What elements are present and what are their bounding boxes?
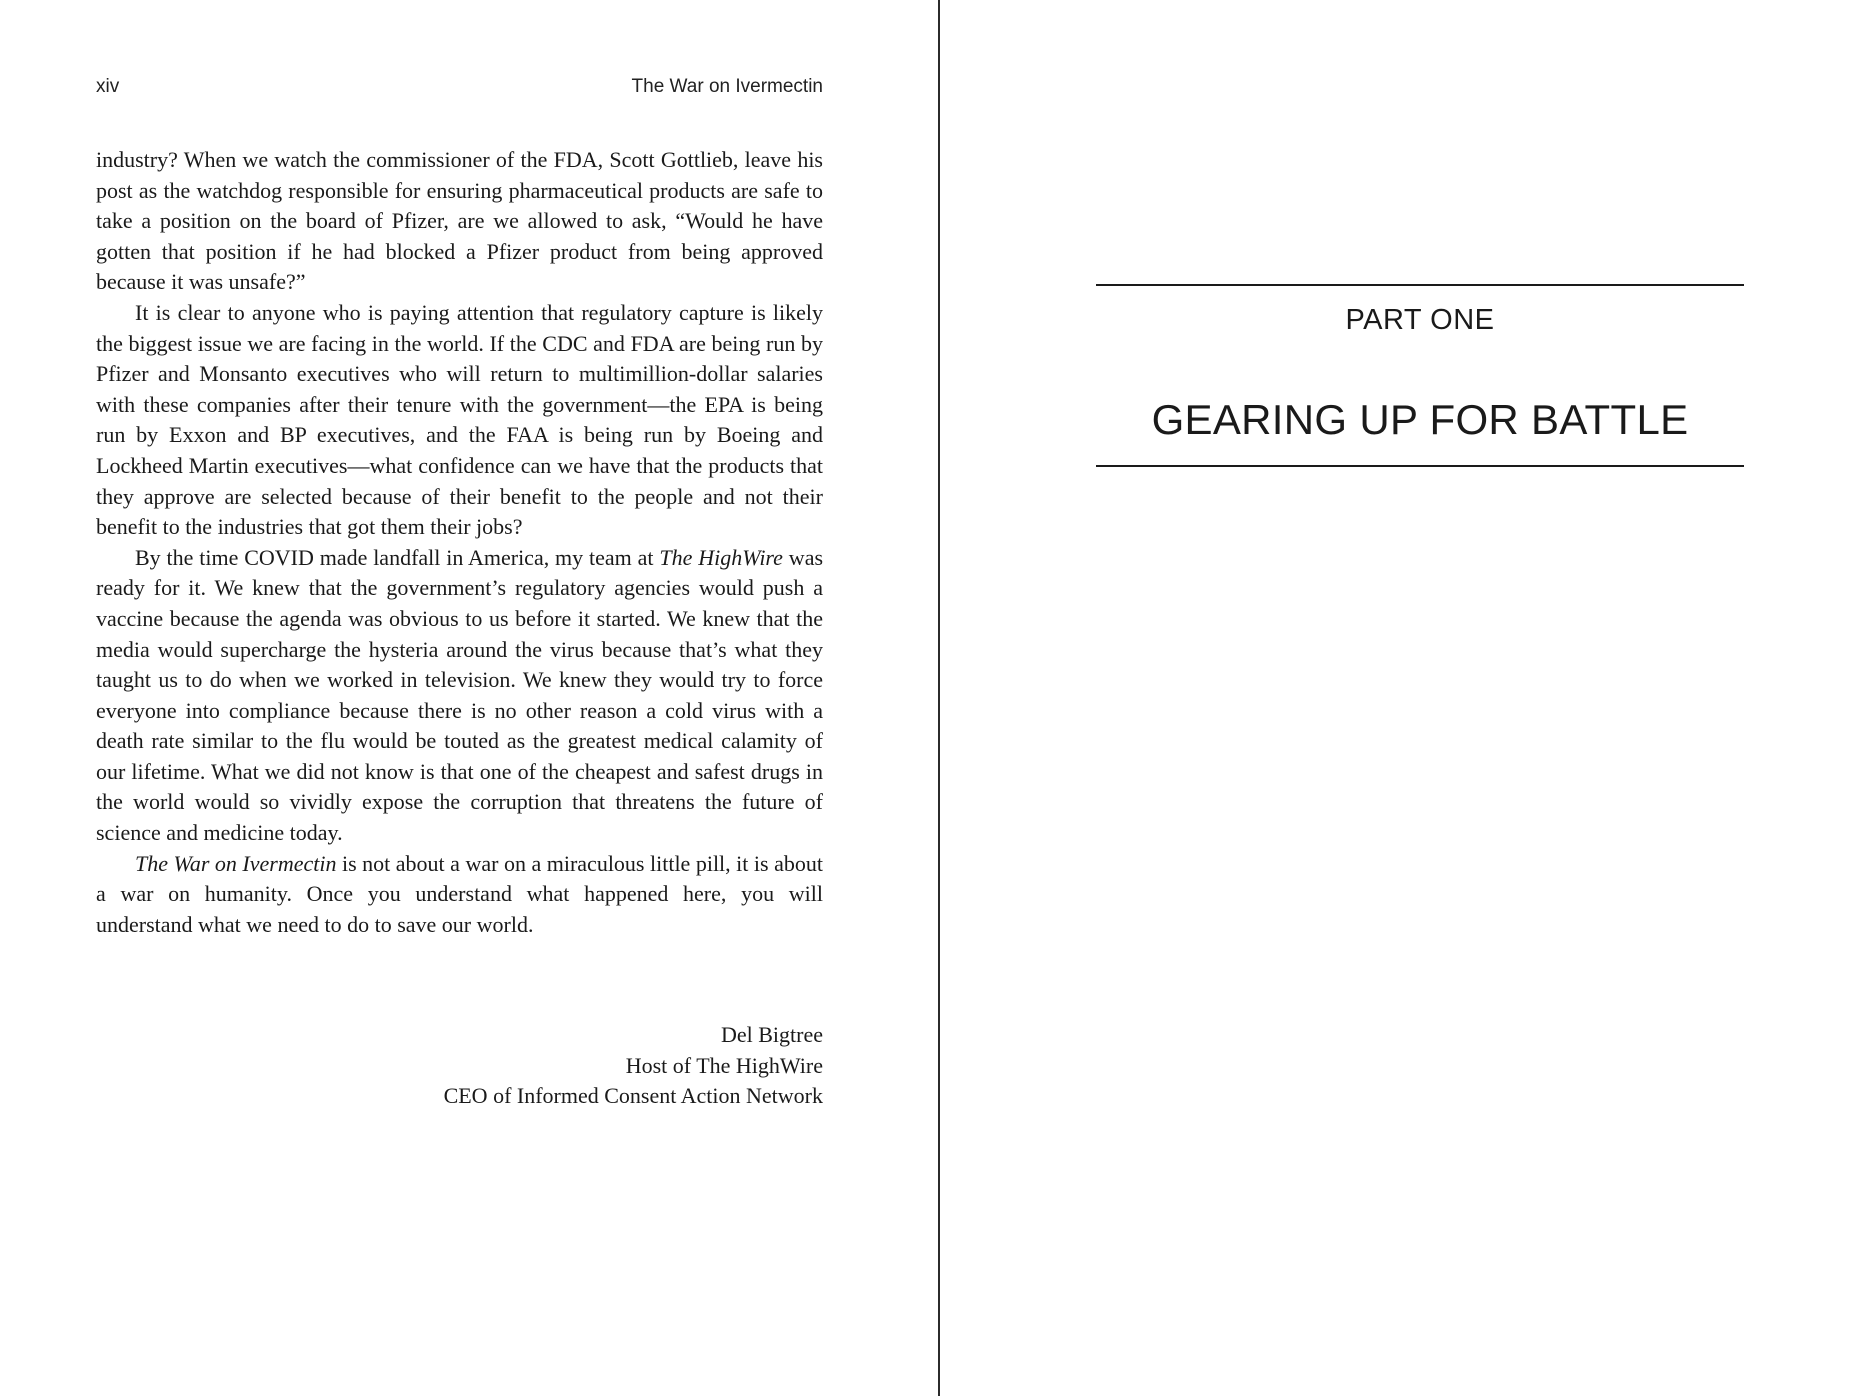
part-title: GEARING UP FOR BATTLE (1151, 396, 1689, 443)
paragraph-text: It is clear to anyone who is paying attention that regulatory capture is likely the biggest issue we are facing in the world. If the CDC and FDA are being run by Pfizer and Monsanto executives who will return to multimillion-dollar salaries with these companies after their tenure with the government—the EPA is being run by Exxon and BP executives, and the FAA is being run by Boeing and Lockheed Martin executives—what confidence can we have that the products that they approve are selected because of their benefit to the people and not their benefit to the industries that got them their jobs? (96, 299, 823, 540)
running-head (96, 76, 823, 102)
paragraph-text: By the time COVID made landfall in America, my team at (135, 544, 660, 570)
paragraph (96, 298, 823, 543)
page-number: xiv (96, 76, 120, 97)
paragraph-text: is not about a war on a miraculous little pill, it is about a war on humanity. Once you understand what happened here, you will understand what we need to do to save our world. (96, 850, 823, 937)
paragraph (96, 145, 823, 298)
italic-text: The HighWire (659, 544, 783, 570)
part-label: PART ONE (1345, 304, 1495, 336)
italic-text: The War on Ivermectin (135, 850, 337, 876)
running-head-title: The War on Ivermectin (631, 76, 823, 97)
signature-name: Del Bigtree (720, 1022, 823, 1047)
page-gutter-divider (938, 0, 940, 1396)
body-text (96, 145, 823, 940)
paragraph-text: industry? When we watch the commissioner of the FDA, Scott Gottlieb, leave his post as the watchdog responsible for ensuring pharmaceutical products are safe to take a position on the board of Pfizer, are we allowed to ask, “Would he have gotten that position if he had blocked a Pfizer product from being approved because it was unsafe?” (96, 147, 823, 295)
right-page (942, 0, 1862, 1396)
signature-title: Host of The HighWire (625, 1052, 823, 1078)
top-rule (1096, 284, 1744, 286)
paragraph (96, 543, 823, 849)
bottom-rule (1096, 465, 1744, 467)
paragraph (96, 849, 823, 941)
signature-organization: CEO of Informed Consent Action Network (443, 1083, 823, 1109)
paragraph-text: was ready for it. We knew that the government’s regulatory agencies would push a vaccine because the agenda was obvious to us before it started. We knew that the media would supercharge the hysteria around the virus because that’s what they taught us to do when we worked in television. We knew they would try to force everyone into compliance because there is no other reason a cold virus with a death rate similar to the flu would be touted as the greatest medical calamity of our lifetime. What we did not know is that one of the cheapest and safest drugs in the world would so vividly expose the corruption that threatens the future of science and medicine today. (96, 544, 824, 846)
signature-block (223, 1020, 823, 1112)
